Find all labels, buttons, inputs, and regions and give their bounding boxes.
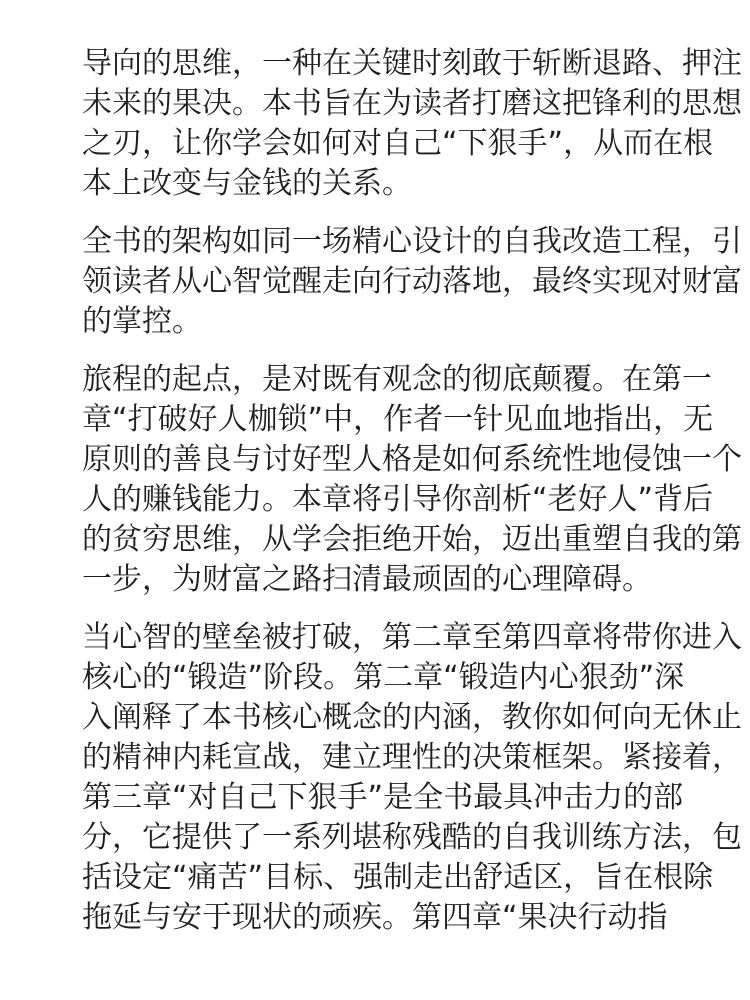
text-line: 一步，为财富之路扫清最顽固的心理障碍。 [82,562,652,597]
text-line: 未来的果决。本书旨在为读者打磨这把锋利的思想 [82,86,742,121]
text-line: 入阐释了本书核心概念的内涵，教你如何向无休止 [82,700,742,735]
text-line: 原则的善良与讨好型人格是如何系统性地侵蚀一个 [82,442,742,477]
text-line: 分，它提供了一系列堪称残酷的自我训练方法，包 [82,820,742,855]
text-line: 括设定“痛苦”目标、强制走出舒适区，旨在根除 [82,860,714,895]
text-line: 章“打破好人枷锁”中，作者一针见血地指出，无 [82,402,714,437]
text-line: 本上改变与金钱的关系。 [82,166,412,201]
paragraph-4 [82,618,742,938]
text-line: 的贫穷思维，从学会拒绝开始，迈出重塑自我的第 [82,522,742,557]
text-line: 当心智的壁垒被打破，第二章至第四章将带你进入 [82,620,742,655]
text-line: 核心的“锻造”阶段。第二章“锻造内心狠劲”深 [82,660,685,695]
text-line: 的掌控。 [82,304,202,339]
text-line: 第三章“对自己下狠手”是全书最具冲击力的部 [82,780,684,815]
paragraph-2 [82,222,742,342]
paragraph-3 [82,360,742,600]
text-line: 领读者从心智觉醒走向行动落地，最终实现对财富 [82,264,742,299]
article-body [82,44,742,956]
text-line: 导向的思维，一种在关键时刻敢于斩断退路、押注 [82,46,742,81]
text-line: 旅程的起点，是对既有观念的彻底颠覆。在第一 [82,362,712,397]
text-line: 全书的架构如同一场精心设计的自我改造工程，引 [82,224,742,259]
text-line: 之刃，让你学会如何对自己“下狠手”，从而在根 [82,126,714,161]
text-line: 拖延与安于现状的顽疾。第四章“果决行动指 [82,900,668,935]
text-line: 人的赚钱能力。本章将引导你剖析“老好人”背后 [82,482,714,517]
text-line: 的精神内耗宣战，建立理性的决策框架。紧接着， [82,740,742,775]
paragraph-1 [82,44,742,204]
